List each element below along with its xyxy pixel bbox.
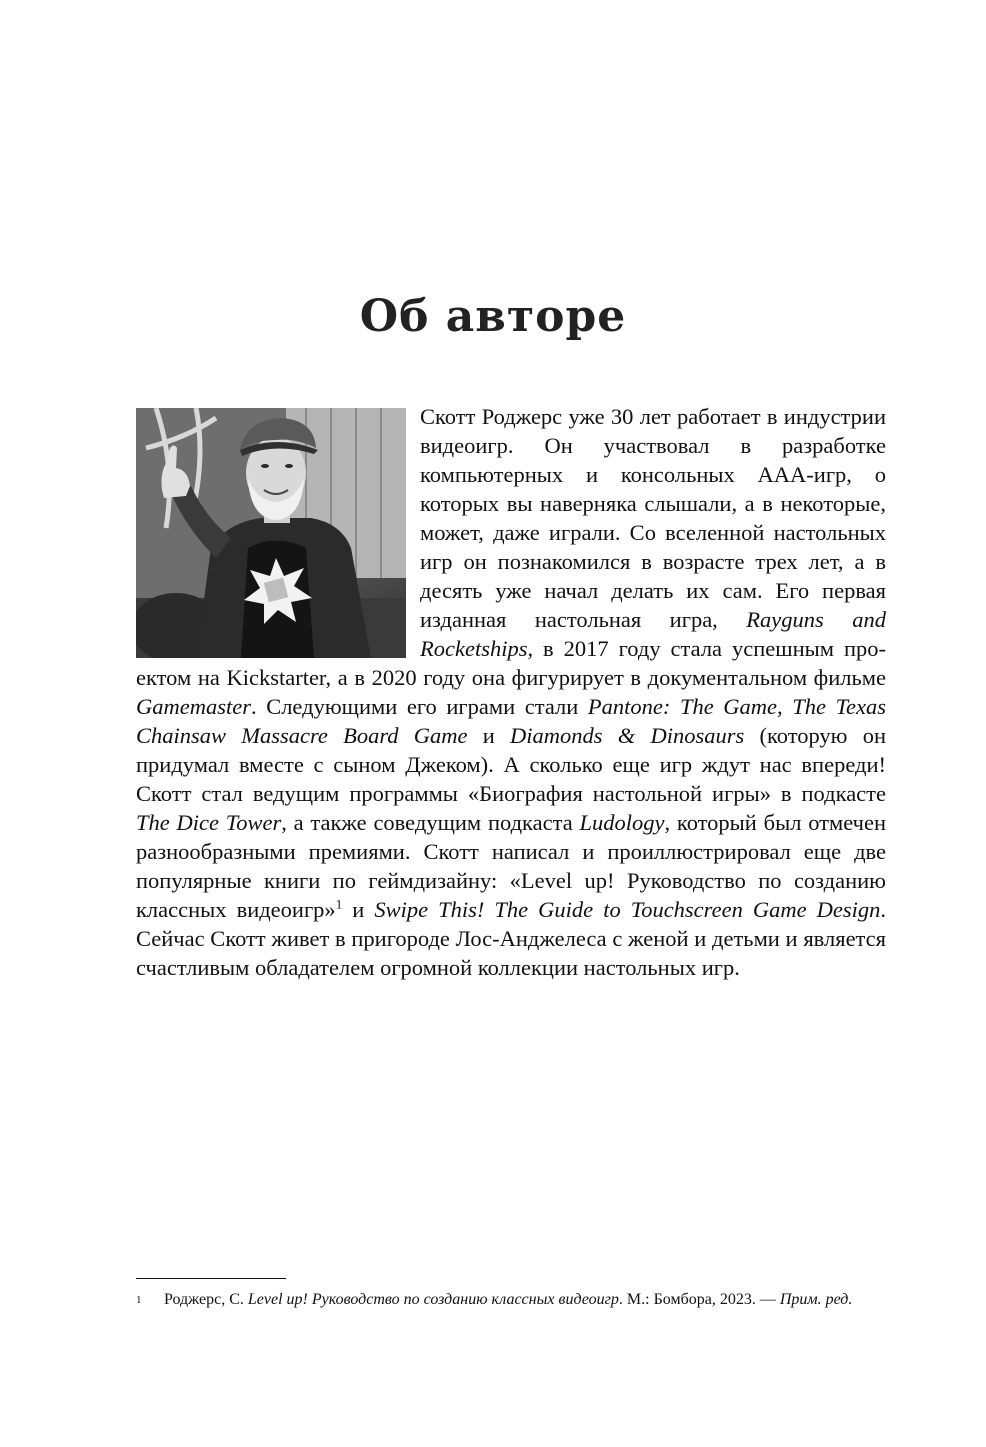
bio-text-8: и xyxy=(342,897,375,922)
author-bio xyxy=(136,402,886,982)
bio-title-gamemaster: Gamemaster xyxy=(136,694,251,719)
bio-text-5: (которую он придумал вместе с сыном Джеком). А сколько еще игр ждут нас впереди! Скотт стал ведущим программы «Биография настольной игры» в подкасте xyxy=(136,723,887,806)
bio-title-ludology: Ludology xyxy=(579,810,665,835)
bio-text-7: , который был отмечен разнообразными премиями. Скотт написал и проиллюстрировал еще две популярные книги по геймдизайну: «Level up! Руководство по созданию классных видеоигр» xyxy=(136,810,886,922)
bio-text-6: , а также соведущим подкаста xyxy=(281,810,580,835)
footnote-text-b: . М.: Бомбора, 2023. — xyxy=(618,1291,780,1308)
footnote-text-a: Роджерс, С. xyxy=(164,1291,248,1308)
footnote xyxy=(136,1290,896,1310)
footnote-book-title: Level up! Руководство по созданию классных видеоигр xyxy=(247,1291,619,1308)
footnote-divider xyxy=(136,1278,286,1279)
bio-title-dice-tower: The Dice Tower xyxy=(136,810,282,835)
bio-title-swipe-this: Swipe This! The Guide to Touchscreen Game Design xyxy=(374,897,881,922)
bio-title-pantone-texas: Pantone: The Game, The Texas Chainsaw Massacre Board Game xyxy=(136,694,886,748)
author-photo xyxy=(136,408,406,658)
bio-text-3: . Следующими его играми стали xyxy=(250,694,588,719)
bio-text-1: Скотт Роджерс уже 30 лет работает в индустрии видеоигр. Он участвовал в разработке компьютерных и консольных AAA-игр, о которых вы наверняка слышали, а в некоторые, может, даже играли. Со вселенной настольных игр он познакомился в возрасте трех лет, а в десять уже начал делать их сам. Его первая изданная настольная игра, xyxy=(420,404,886,632)
author-photo-illustration xyxy=(136,408,406,658)
bio-text-2: , в 2017 году стала успешным проектом на Kickstarter, а в 2020 году она фигурирует в документальном фильме xyxy=(136,636,886,690)
footnote-number: 1 xyxy=(136,1294,142,1306)
bio-title-diamonds: Diamonds & Dinosaurs xyxy=(510,723,745,748)
page-title: Об авторе xyxy=(359,291,627,343)
footnote-ref[interactable]: 1 xyxy=(335,896,343,912)
footnote-editor-note: Прим. ред. xyxy=(779,1291,853,1308)
bio-text-9: . Сейчас Скотт живет в пригороде Лос-Анджелеса с женой и детьми и является счастливым обладателем огромной коллекции настольных игр. xyxy=(136,897,886,980)
bio-title-rayguns: Rayguns and Rocketships xyxy=(420,607,886,661)
bio-text-4: и xyxy=(467,723,510,748)
